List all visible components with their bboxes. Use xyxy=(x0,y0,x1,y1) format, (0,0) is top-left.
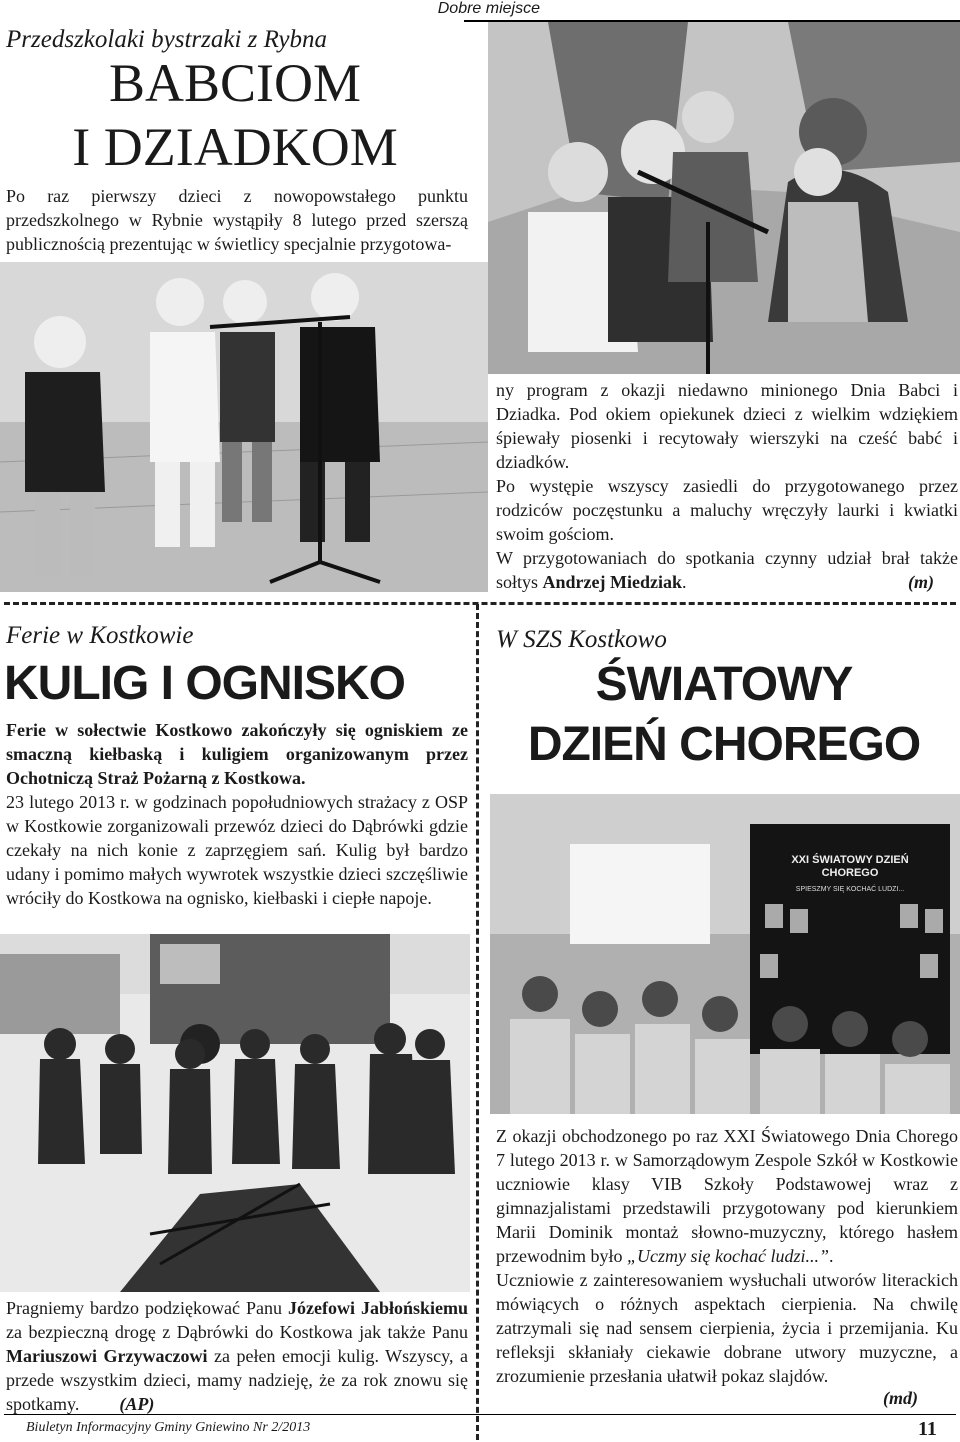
board-title: XXI ŚWIATOWY DZIEŃ CHOREGO xyxy=(791,854,909,879)
thanks-name-2: Mariuszowi Grzywaczowi xyxy=(6,1346,208,1366)
article1-title-line2: I DZIADKOM xyxy=(72,117,398,177)
separator-horizontal xyxy=(4,602,956,605)
article2-lead: Ferie w sołectwie Kostkowo zakończyły się ogniskiem ze smaczną kiełbaską i kuligiem organizowanym przez Ochotniczą Straż Pożarną z Kostkowa. xyxy=(6,720,468,788)
separator-vertical xyxy=(476,604,479,1440)
thanks-text-1: Pragniemy bardzo podziękować Panu xyxy=(6,1298,288,1318)
thanks-text-2: za bezpieczną drogę z Dąbrówki do Kostkowa jak także Panu xyxy=(6,1322,468,1342)
article3-body xyxy=(496,1124,958,1409)
photo-three-boys xyxy=(0,262,488,592)
photo-children-singing xyxy=(488,22,960,374)
article3-title-line2: DZIEŃ CHOREGO xyxy=(527,718,921,771)
article3-p2: Uczniowie z zainteresowaniem wysłuchali utworów literackich mówiących o różnych aspektach cierpienia. Na chwilę zatrzymali się nad sensem cierpienia, życia i przemijania. Ku refleksji skłaniały ciekawie dobrane utwory muzyczne, a zrozumienie przesłania ułatwił pokaz slajdów. xyxy=(496,1270,958,1386)
article1-p3-end: . xyxy=(682,572,687,592)
article1-kicker: Przedszkolaki bystrzaki z Rybna xyxy=(6,26,328,53)
thanks-text-3: za pełen emocji kulig. Wszyscy, a przede wszystkim dzieci, mamy nadzieję, że za rok znowu się spotkamy. xyxy=(6,1346,468,1414)
article3-p1-text: Z okazji obchodzonego po raz XXI Światowego Dnia Chorego 7 lutego 2013 r. w Samorządowym Zespole Szkół w Kostkowie uczniowie klasy VIB Szkoły Podstawowej wraz z gimnazjalistami przedstawili przygotowany pod kierunkiem Marii Dominik montaż słowno-muzyczny, którego hasłem przewodnim było xyxy=(496,1126,958,1266)
article3-motto: „Uczmy się kochać ludzi...” xyxy=(626,1246,829,1266)
article2-thanks xyxy=(6,1296,468,1416)
section-label: Dobre miejsce xyxy=(437,0,540,17)
article2-body: 23 lutego 2013 r. w godzinach popołudniowych strażacy z OSP w Kostkowie zorganizowali przewóz dzieci do Dąbrówki gdzie czekały na nich konie z zaprzęgiem sań. Kulig był bardzo udany i pomimo małych wywrotek wszystkie dzieci szczęśliwie wróciły do Kostkowa na ognisko, kiełbaski i ciepłe napoje. xyxy=(6,792,468,908)
article1-p3-name: Andrzej Miedziak xyxy=(542,572,682,592)
article1-p2: Po występie wszyscy zasiedli do przygotowanego przez rodziców poczęstunku a maluchy wręczyły laurki i kwiatki swoim gościom. xyxy=(496,476,958,544)
article1-continued xyxy=(496,378,958,594)
article1-p3 xyxy=(496,546,958,594)
footer-rule xyxy=(4,1414,956,1415)
thanks-name-1: Józefowi Jabłońskiemu xyxy=(287,1298,468,1318)
article1-p3-text: W przygotowaniach do spotkania czynny udział brał także sołtys xyxy=(496,548,958,592)
article3-kicker: W SZS Kostkowo xyxy=(496,626,667,653)
article1-p1: ny program z okazji niedawno minionego Dnia Babci i Dziadka. Pod okiem opiekunek dzieci z wielkim wdziękiem śpiewały piosenki i recytowały wierszyki na cześć babć i dziadków. xyxy=(496,380,958,472)
photo-bonfire xyxy=(0,934,470,1292)
article1-title-line1: BABCIOM xyxy=(108,53,362,113)
article3-title-line1: ŚWIATOWY xyxy=(595,658,853,711)
board-subtitle: SPIESZMY SIĘ KOCHAĆ LUDZI... xyxy=(795,886,905,893)
article3-p1-end: . xyxy=(828,1246,834,1266)
page-number: 11 xyxy=(918,1418,937,1440)
photo-school-event xyxy=(490,794,960,1114)
article1-signature: (m) xyxy=(908,572,934,592)
article3-signature: (md) xyxy=(883,1388,918,1408)
article1-intro: Po raz pierwszy dzieci z nowopowstałego punktu przedszkolnego w Rybnie wystąpiły 8 lutego przed szerszą publicznością prezentując w świetlicy specjalnie przygotowa- xyxy=(6,186,468,254)
article2-signature: (AP) xyxy=(119,1394,155,1414)
article3-p1 xyxy=(496,1124,958,1268)
footer-publication: Biuletyn Informacyjny Gminy Gniewino Nr 2/2013 xyxy=(26,1420,311,1435)
article2-kicker: Ferie w Kostkowie xyxy=(6,622,194,649)
article2-title: KULIG I OGNISKO xyxy=(4,657,406,710)
